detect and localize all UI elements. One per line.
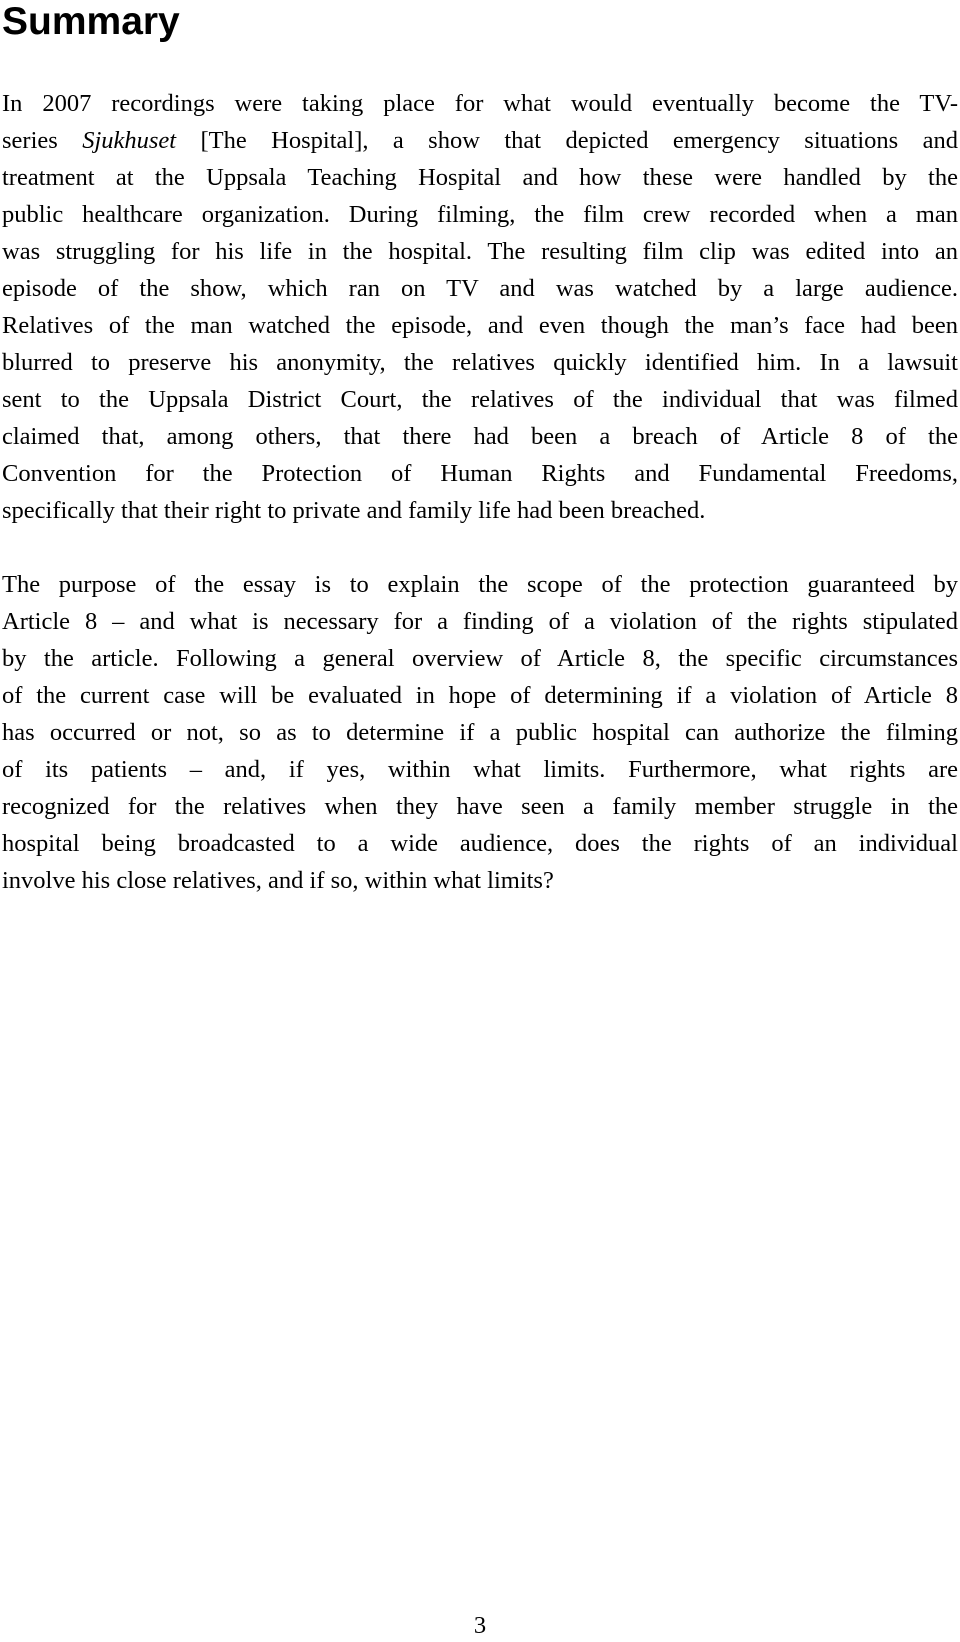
paragraph-line: specifically that their right to private and family life had been breached. xyxy=(2,497,706,524)
paragraph-line: blurred to preserve his anonymity, the relatives quickly identified him. In a lawsuit xyxy=(2,349,958,376)
italic-show-title: Sjukhuset xyxy=(82,127,177,154)
paragraph-line: treatment at the Uppsala Teaching Hospital and how these were handled by the xyxy=(2,164,958,191)
paragraph-line: Article 8 – and what is necessary for a finding of a violation of the rights stipulated xyxy=(2,608,958,635)
paragraph-line: has occurred or not, so as to determine if a public hospital can authorize the filming xyxy=(2,719,958,746)
summary-paragraph-2 xyxy=(2,566,958,899)
paragraph-line: The purpose of the essay is to explain the scope of the protection guaranteed by xyxy=(2,571,958,598)
paragraph-line: recognized for the relatives when they have seen a family member struggle in the xyxy=(2,793,958,820)
paragraph-line: claimed that, among others, that there had been a breach of Article 8 of the xyxy=(2,423,958,450)
paragraph-line: hospital being broadcasted to a wide audience, does the rights of an individual xyxy=(2,830,958,857)
paragraph-line: In 2007 recordings were taking place for what would eventually become the TV- xyxy=(2,90,958,117)
paragraph-line: public healthcare organization. During filming, the film crew recorded when a man xyxy=(2,201,958,228)
paragraph-line: Convention for the Protection of Human Rights and Fundamental Freedoms, xyxy=(2,460,958,487)
paragraph-line: was struggling for his life in the hospital. The resulting film clip was edited into an xyxy=(2,238,958,265)
page-number: 3 xyxy=(473,1612,487,1639)
paragraph-line: sent to the Uppsala District Court, the relatives of the individual that was filmed xyxy=(2,386,958,413)
paragraph-line-with-italic: series Sjukhuset [The Hospital], a show that depicted emergency situations and xyxy=(2,127,958,154)
paragraph-line: involve his close relatives, and if so, within what limits? xyxy=(2,867,554,894)
paragraph-line: of its patients – and, if yes, within what limits. Furthermore, what rights are xyxy=(2,756,958,783)
paragraph-line: Relatives of the man watched the episode, and even though the man’s face had been xyxy=(2,312,958,339)
paragraph-line: by the article. Following a general overview of Article 8, the specific circumstances xyxy=(2,645,958,672)
paragraph-line: episode of the show, which ran on TV and was watched by a large audience. xyxy=(2,275,958,302)
summary-paragraph-1 xyxy=(2,85,958,529)
page-title: Summary xyxy=(2,0,180,43)
paragraph-line: of the current case will be evaluated in hope of determining if a violation of Article 8 xyxy=(2,682,958,709)
